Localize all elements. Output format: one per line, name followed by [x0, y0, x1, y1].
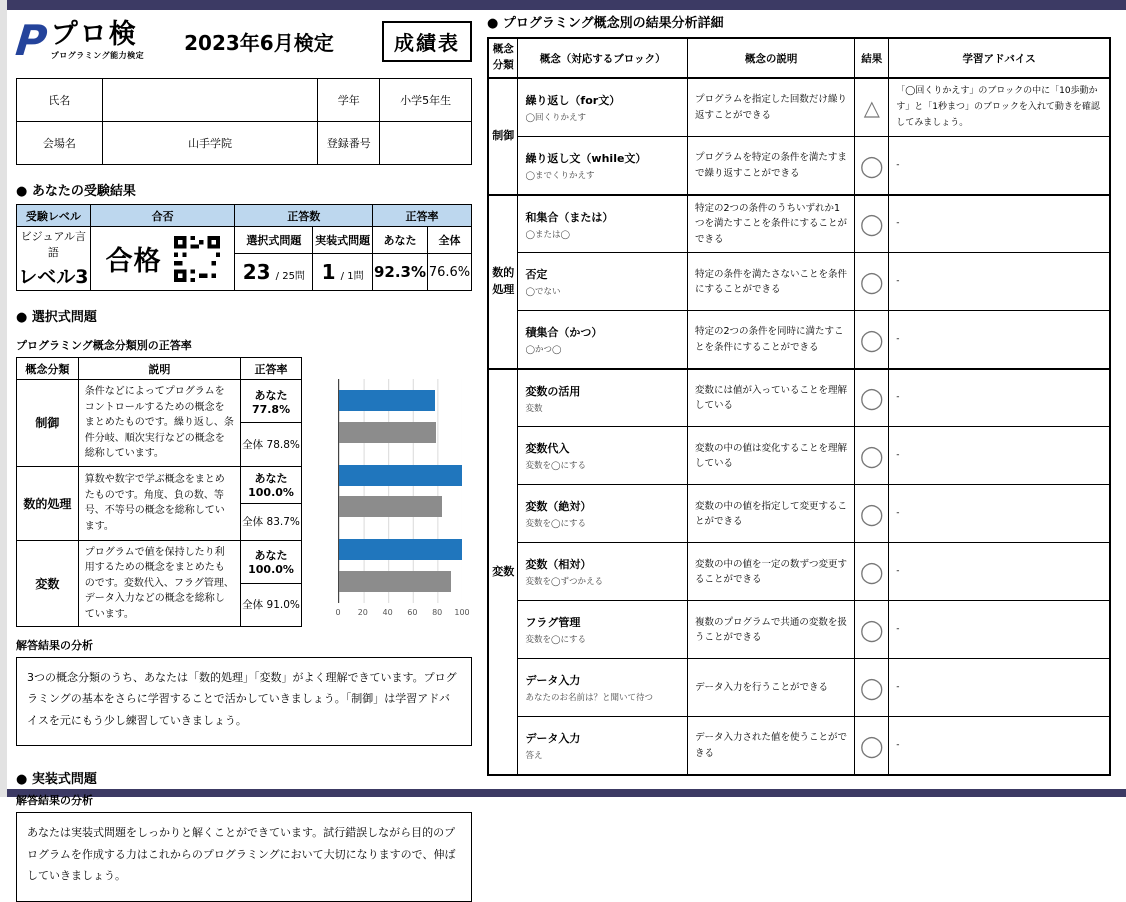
- bar-あなた: [339, 390, 435, 411]
- correct-count-header: 正答数: [235, 205, 373, 227]
- advice-cell: -: [889, 601, 1110, 659]
- bar-全体: [339, 571, 451, 592]
- concept-desc: プログラムを指定した回数だけ繰り返すことができる: [687, 78, 854, 137]
- x-tick-label: 0: [335, 608, 341, 617]
- mc-total: / 25問: [275, 271, 305, 282]
- concept-cell: 積集合（かつ） ◯かつ◯: [518, 311, 688, 369]
- result-symbol: ◯: [855, 427, 889, 485]
- logo-title: プロ検: [50, 19, 138, 50]
- concept-detail-table: [487, 37, 1111, 776]
- pass-header: 合否: [90, 205, 235, 227]
- table-row: [488, 601, 1110, 659]
- name-value: [102, 79, 318, 122]
- rate-header: 正答率: [373, 205, 472, 227]
- advice-cell: -: [889, 717, 1110, 775]
- rate-you-cell: あなた 77.8%: [241, 380, 302, 423]
- desc-col-header: 概念の説明: [687, 38, 854, 78]
- advice-cell: 「◯回くりかえす」のブロックの中に「10歩動かす」と「1秒まつ」のブロックを入れて動きを確認してみましょう。: [889, 78, 1110, 137]
- advice-cell: -: [889, 311, 1110, 369]
- concept-cell: データ入力 あなたのお名前は？と聞いて待つ: [518, 659, 688, 717]
- report-header: [13, 14, 472, 68]
- mc-subtitle: プログラミング概念分類別の正答率: [16, 339, 192, 352]
- rate-all-cell: 全体 83.7%: [241, 503, 302, 540]
- rate-all-cell: 全体 91.0%: [241, 583, 302, 626]
- advice-cell: -: [889, 659, 1110, 717]
- result-symbol: ◯: [855, 485, 889, 543]
- concept-desc: 変数の中の値は変化することを理解している: [687, 427, 854, 485]
- mc-category-table: [16, 357, 302, 627]
- level-cell: [17, 227, 91, 291]
- registration-value: [380, 122, 472, 165]
- x-tick-label: 80: [432, 608, 443, 617]
- table-row: [17, 227, 472, 254]
- rate-you-value: 92.3%: [373, 254, 428, 291]
- table-row: [488, 369, 1110, 427]
- table-row: [488, 659, 1110, 717]
- table-row: [488, 543, 1110, 601]
- category-desc: プログラムで値を保持したり利用するための概念をまとめたものです。変数代入、フラグ管理、データ入力などの概念を総称しています。: [78, 540, 240, 627]
- pass-cell: [90, 227, 235, 291]
- advice-cell: -: [889, 543, 1110, 601]
- left-column: [13, 14, 472, 902]
- level-number: レベル3: [18, 266, 89, 288]
- concept-desc: 変数の中の値を一定の数ずつ変更することができる: [687, 543, 854, 601]
- mc-header: 選択式問題: [235, 227, 313, 254]
- mc-section-title: ● 選択式問題: [16, 310, 97, 325]
- group-cell-variable: 変数: [488, 369, 518, 775]
- category-cell: 変数: [17, 540, 79, 627]
- rate-header: 正答率: [241, 358, 302, 380]
- mc-correct: 23: [242, 260, 271, 284]
- impl-analysis-label: 解答結果の分析: [16, 794, 93, 808]
- category-cell: 数的処理: [17, 466, 79, 540]
- table-row: [488, 485, 1110, 543]
- bar-あなた: [339, 465, 462, 486]
- concept-cell: 否定 ◯でない: [518, 253, 688, 311]
- table-row: [488, 311, 1110, 369]
- concept-col-header: 概念（対応するブロック）: [518, 38, 688, 78]
- x-tick-label: 60: [407, 608, 418, 617]
- category-header: 概念分類: [17, 358, 79, 380]
- concept-desc: データ入力された値を使うことができる: [687, 717, 854, 775]
- category-col-header: 概念分類: [488, 38, 518, 78]
- result-symbol: ◯: [855, 311, 889, 369]
- top-accent-bar: [7, 0, 1126, 10]
- concept-desc: 特定の2つの条件のうちいずれか1つを満たすことを条件にすることができる: [687, 195, 854, 253]
- advice-cell: -: [889, 485, 1110, 543]
- group-cell-numeric: 数的処理: [488, 195, 518, 369]
- report-type-badge: 成績表: [382, 21, 472, 62]
- bar-あなた: [339, 539, 462, 560]
- table-row: [488, 427, 1110, 485]
- grade-value: 小学5年生: [380, 79, 472, 122]
- mc-analysis-box: 3つの概念分類のうち、あなたは「数的処理」「変数」がよく理解できています。プログラミングの基本をさらに学習することで活かしていきましょう。「制御」は学習アドバイスを元にもう少し練習していきましょう。: [16, 657, 472, 746]
- impl-score: [313, 254, 373, 291]
- concept-desc: 特定の2つの条件を同時に満たすことを条件にすることができる: [687, 311, 854, 369]
- concept-desc: 複数のプログラムで共通の変数を扱うことができる: [687, 601, 854, 659]
- result-symbol: ◯: [855, 195, 889, 253]
- mc-score: [235, 254, 313, 291]
- concept-cell: 変数代入 変数を◯にする: [518, 427, 688, 485]
- table-row: [488, 78, 1110, 137]
- table-row: [488, 38, 1110, 78]
- impl-analysis-box: あなたは実装式問題をしっかりと解くことができています。試行錯誤しながら目的のプログラムを作成する力はこれからのプログラミングにおいて大切になりますので、伸ばしていきましょう。: [16, 812, 472, 901]
- concept-cell: データ入力 答え: [518, 717, 688, 775]
- result-symbol: ◯: [855, 601, 889, 659]
- level-language: ビジュアル言語: [20, 230, 87, 259]
- result-symbol: ◯: [855, 253, 889, 311]
- category-desc: 条件などによってプログラムをコントロールするための概念をまとめたものです。繰り返し、条件分岐、順次実行などの概念を総称しています。: [78, 380, 240, 467]
- result-symbol: △: [855, 78, 889, 137]
- concept-desc: 変数には値が入っていることを理解している: [687, 369, 854, 427]
- venue-value: 山手学院: [102, 122, 318, 165]
- bar-全体: [339, 422, 436, 443]
- result-symbol: ◯: [855, 369, 889, 427]
- concept-desc: プログラムを特定の条件を満たすまで繰り返すことができる: [687, 137, 854, 195]
- concept-desc: 変数の中の値を指定して変更することができる: [687, 485, 854, 543]
- bar-group: [339, 528, 462, 603]
- name-label: 氏名: [17, 79, 103, 122]
- impl-header: 実装式問題: [313, 227, 373, 254]
- level-header: 受験レベル: [17, 205, 91, 227]
- impl-total: / 1問: [340, 271, 364, 282]
- concept-cell: 変数の活用 変数: [518, 369, 688, 427]
- advice-cell: -: [889, 369, 1110, 427]
- advice-col-header: 学習アドバイス: [889, 38, 1110, 78]
- bar-group: [339, 379, 462, 454]
- result-symbol: ◯: [855, 543, 889, 601]
- table-row: [488, 253, 1110, 311]
- table-row: [17, 380, 302, 423]
- advice-cell: -: [889, 195, 1110, 253]
- x-tick-label: 100: [454, 608, 470, 617]
- category-desc: 算数や数字で学ぶ概念をまとめたものです。角度、負の数、等号、不等号の概念を総称しています。: [78, 466, 240, 540]
- rate-bar-chart: [335, 379, 470, 622]
- x-axis: [335, 608, 470, 622]
- logo-subtitle: プログラミング能力検定: [50, 51, 145, 60]
- page-left-edge: [0, 0, 7, 797]
- bar-chart-plot: [338, 379, 462, 603]
- impl-correct: 1: [321, 260, 336, 284]
- table-row: [17, 205, 472, 227]
- right-column: [487, 12, 1111, 776]
- advice-cell: -: [889, 427, 1110, 485]
- examinee-info-table: [16, 78, 472, 165]
- pass-result: 合格: [105, 246, 162, 277]
- table-row: [488, 195, 1110, 253]
- concept-cell: 繰り返し（for文） ◯回くりかえす: [518, 78, 688, 137]
- bar-group: [339, 454, 462, 529]
- exam-session-title: 2023年6月検定: [184, 30, 334, 55]
- registration-label: 登録番号: [318, 122, 380, 165]
- concept-cell: フラグ管理 変数を◯にする: [518, 601, 688, 659]
- mc-analysis-label: 解答結果の分析: [16, 639, 93, 652]
- bar-全体: [339, 496, 442, 517]
- detail-section-title: ● プログラミング概念別の結果分析詳細: [487, 16, 724, 31]
- you-header: あなた: [373, 227, 428, 254]
- advice-cell: -: [889, 253, 1110, 311]
- table-row: [17, 79, 472, 122]
- qr-code: [174, 236, 220, 282]
- x-tick-label: 40: [382, 608, 393, 617]
- concept-cell: 和集合（または） ◯または◯: [518, 195, 688, 253]
- all-header: 全体: [427, 227, 471, 254]
- table-row: [488, 137, 1110, 195]
- category-cell: 制御: [17, 380, 79, 467]
- table-row: [17, 540, 302, 583]
- concept-cell: 変数（絶対） 変数を◯にする: [518, 485, 688, 543]
- result-symbol: ◯: [855, 659, 889, 717]
- table-row: [17, 122, 472, 165]
- table-row: [488, 717, 1110, 775]
- venue-label: 会場名: [17, 122, 103, 165]
- proken-logo: [13, 16, 145, 66]
- concept-cell: 繰り返し文（while文） ◯までくりかえす: [518, 137, 688, 195]
- table-row: [17, 466, 302, 503]
- exam-result-table: [16, 204, 472, 291]
- advice-cell: -: [889, 137, 1110, 195]
- rate-you-cell: あなた 100.0%: [241, 540, 302, 583]
- rate-all-cell: 全体 78.8%: [241, 423, 302, 466]
- grade-label: 学年: [318, 79, 380, 122]
- desc-header: 説明: [78, 358, 240, 380]
- rate-you-cell: あなた 100.0%: [241, 466, 302, 503]
- concept-cell: 変数（相対） 変数を◯ずつかえる: [518, 543, 688, 601]
- impl-section-title: ● 実装式問題: [16, 772, 97, 788]
- rate-all-value: 76.6%: [427, 254, 471, 291]
- concept-desc: 特定の条件を満たさないことを条件にすることができる: [687, 253, 854, 311]
- group-cell-control: 制御: [488, 78, 518, 195]
- result-symbol: ◯: [855, 137, 889, 195]
- concept-desc: データ入力を行うことができる: [687, 659, 854, 717]
- x-tick-label: 20: [357, 608, 368, 617]
- table-row: [17, 358, 302, 380]
- result-col-header: 結果: [855, 38, 889, 78]
- result-symbol: ◯: [855, 717, 889, 775]
- exam-result-section-title: ● あなたの受験結果: [16, 184, 136, 199]
- mc-body: [16, 357, 472, 627]
- logo-p-icon: P: [13, 16, 50, 66]
